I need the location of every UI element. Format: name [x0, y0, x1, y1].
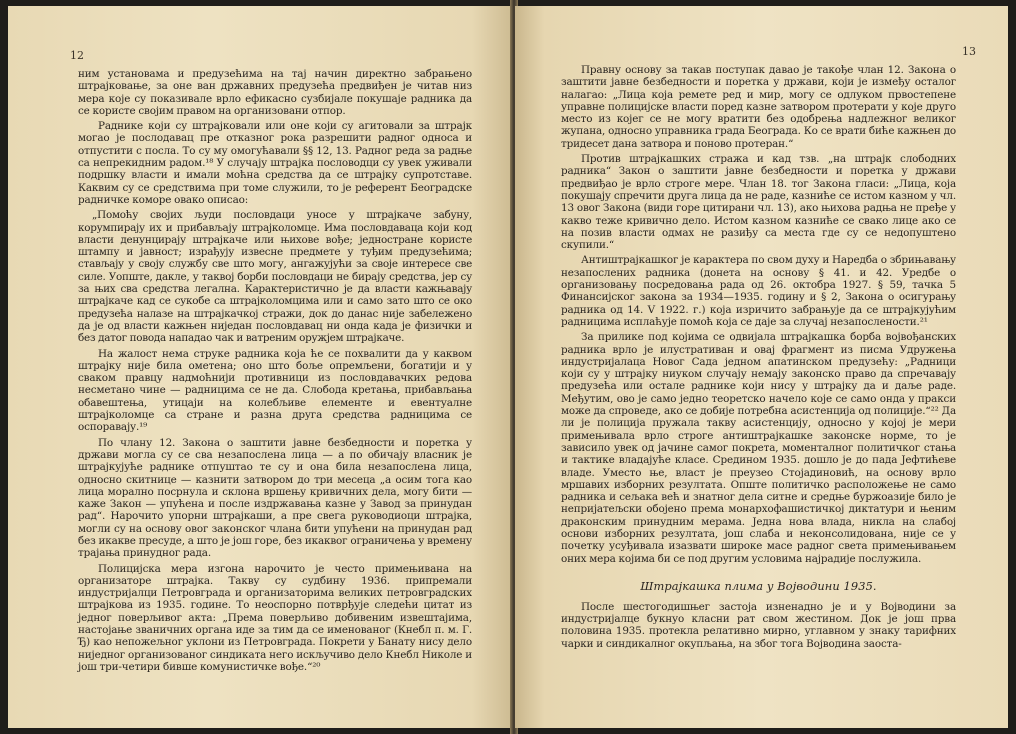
paragraph: ним установама и предузећима на тај начин директно забрањено штрајковање, за оне ван државних предузећа предвиђен је читав низ мера које су показивале врло ефикасно сузбијале покушаје радника да се користе својим правом на организовани отпор.	[78, 68, 472, 117]
paragraph: После шестогодишњег застоја изненадно је и у Војводини за индустријалце букнуо класни рат свом жестином. Док је још прва половина 1935. протекла релативно мирно, углавном у знаку тарифних чарки и синдикалног окупљања, на због тога Војводина заоста-	[561, 600, 956, 650]
right-page	[515, 6, 1008, 728]
paragraph: За прилике под којима се одвијала штрајкашка борба војвођанских радника врло је илустративан и овај фрагмент из писма Удружења индустријалаца Новог Сада једном апатинском предузећу: „Радници који су у штрајку ниуком случају немају законско право да спречавају предузећа или остале раднике који нису у штрајку да и даље раде. Међутим, ово је само једно теоретско начело које се само онда у пракси може да спроведе, ако се добије потребна асистенција од полиције.“²² Да ли је полиција пружала такву асистенцију, односно у којој је мери примењивала врло строге антиштрајкашке законске норме, то је зависило увек од јачине самог покрета, моменталног политичког стања и тактике владајуће класе. Средином 1935. дошло је до пада Јефтићеве владе. Уместо ње, власт је преузео Стојадиновић, на основу врло мршавих изборних резултата. Опште политичко расположење не само радника и сељака већ и знатног дела ситне и средње буржоазије било је непријатељски обојено према монархофашистичкој диктатури и њеним драконским принудним мерама. Једна нова влада, никла на слабој основи изборних резултата, још слаба и неконсолидована, није се у почетку усуђивала изазвати широке масе радног света примењивањем оних мера којима би се под другим условима најрадије послужила.	[561, 331, 956, 565]
page-number: 13	[962, 45, 976, 58]
quote-paragraph: „Помоћу својих људи пословдаци уносе у штрајкаче забуну, корумпирају их и прибављају штрајколомце. Има пословдаваца који код власти денунцирају штрајкаче или њихове вође; једностране користе штампу и јавност; израђују извесне предмете у туђим предузећима; стављају у своју службу све што могу, ангажујући за своје интересе све силе. Уопште, дакле, у таквој борби пословдаци не бирају средства, јер су за њих сва средства легална. Карактеристично је да власти кажњавају штрајкаче кад се сукобе са штрајколомцима или и само зато што се око предузећа налазе на штрајкачкој стражи, док до данас није забележено да је од власти кажњен ниједан пословдавац ни онда када је физички и без датог повода нападао чак и ватреним оружјем штрајкаче.	[78, 209, 472, 345]
paragraph: Антиштрајкашког је карактера по свом духу и Наредба о збрињавању незапослених радника (донета на основу § 41. и 42. Уредбе о организовању посредовања рада од 26. октобра 1927. § 59, тачка 5 Финансијског закона за 1934—1935. годину и § 2, Закона о осигурању радника од 14. V 1922. г.) која изричито забрањује да се штрајкујућим радницима исплаћује помоћ која се даје за случај незапослености.²¹	[561, 254, 956, 328]
paragraph: Правну основу за такав поступак давао је такође члан 12. Закона о заштити јавне безбедности и поретка у држави, који је између осталог налагао: „Лица која ремете ред и мир, могу се одлуком првостепене управне полицијске власти поред казне затвором протерати у које друго место из којег се не могу вратити без одобрења надлежног великог жупана, односно управника града Београда. Ко се врати биће кажњен до тридесет дана затвора и поново протеран.“	[561, 64, 956, 150]
paragraph: На жалост нема струке радника која ће се похвалити да у каквом штрајку није била ометена; оно што боље опремљени, богатији и у сваком правцу надмоћнији противници из пословдавачких редова несметано чине — радницима се не да. Слобода кретања, прибављања обавештења, утицаји на колебљиве елементе и евентуалне штрајколомце са стране и разна друга средства радницима се оспоравају.¹⁹	[78, 347, 472, 434]
paragraph: Против штрајкашких стража и кад тзв. „на штрајк слободних радника“ Закон о заштити јавне безбедности и поретка у држави предвиђао је врло строге мере. Члан 18. тог Закона гласи: „Лица, која покушају спречити друга лица да не раде, казниће се истом казном у чл. 13 овог Закона (види горе цитирани чл. 13), ако њихова радња не пређе у какво теже кривично дело. Истом казном казниће се свако лице ако се на позив власти одмах не разиђу са места где су се недопуштено скупили.“	[561, 153, 956, 252]
paragraph: Полицијска мера изгона нарочито је често примењивана на организаторе штрајка. Такву су судбину 1936. припремали индустријалци Петровграда и организаторима великих петровградских штрајкова из 1935. године. То неоспорно потврђује следећи цитат из једног поверљивог акта: „Према поверљиво добивеним извештајима, настојање званичних органа иде за тим да се именованог (Кнебл п. м. Г. Ђ) као непожељног уклони из Петровграда. Покрети у Банату нису дело ниједног организованог синдиката него искључиво дело Кнебл Николе и још три-четири бивше комунистичке вође.“²⁰	[78, 562, 472, 673]
paragraph: Раднике који су штрајковали или оне који су агитовали за штрајк могао је послодавац пре отказног рока разрешити радног односа и отпустити с посла. То су му омогућавали §§ 12, 13. Радног реда за радње са непрекидним радом.¹⁸ У случају штрајка пословодци су увек уживали подршку власти и имали моћна средства да се штрајку супротставе. Каквим су се средствима при томе служили, то је референт Београдске радничке коморе овако описао:	[78, 120, 472, 206]
left-page	[8, 6, 512, 728]
section-heading: Штрајкашка плима у Војводини 1935.	[640, 578, 877, 593]
page-number: 12	[70, 49, 84, 62]
paragraph: По члану 12. Закона о заштити јавне безбедности и поретка у држави могла су се сва незапослена лица — а по обичају власник је штрајкујуће раднике отпуштао те су и она била незапослена лица, односно скитнице — казнити затвором до три месеца „а осим тога као лица морално посрнула и склона вршењу кривичних дела, могу бити — каже Закон — упућена и после издржавања казне у Завод за принудан рад“. Нарочито упорни штрајкаши, а пре свега руководиоци штрајка, могли су на основу овог законског члана бити упућени на принудан рад без икакве пресуде, а што је још горе, без икаквог ограничења у времену трајања принудног рада.	[78, 436, 472, 560]
